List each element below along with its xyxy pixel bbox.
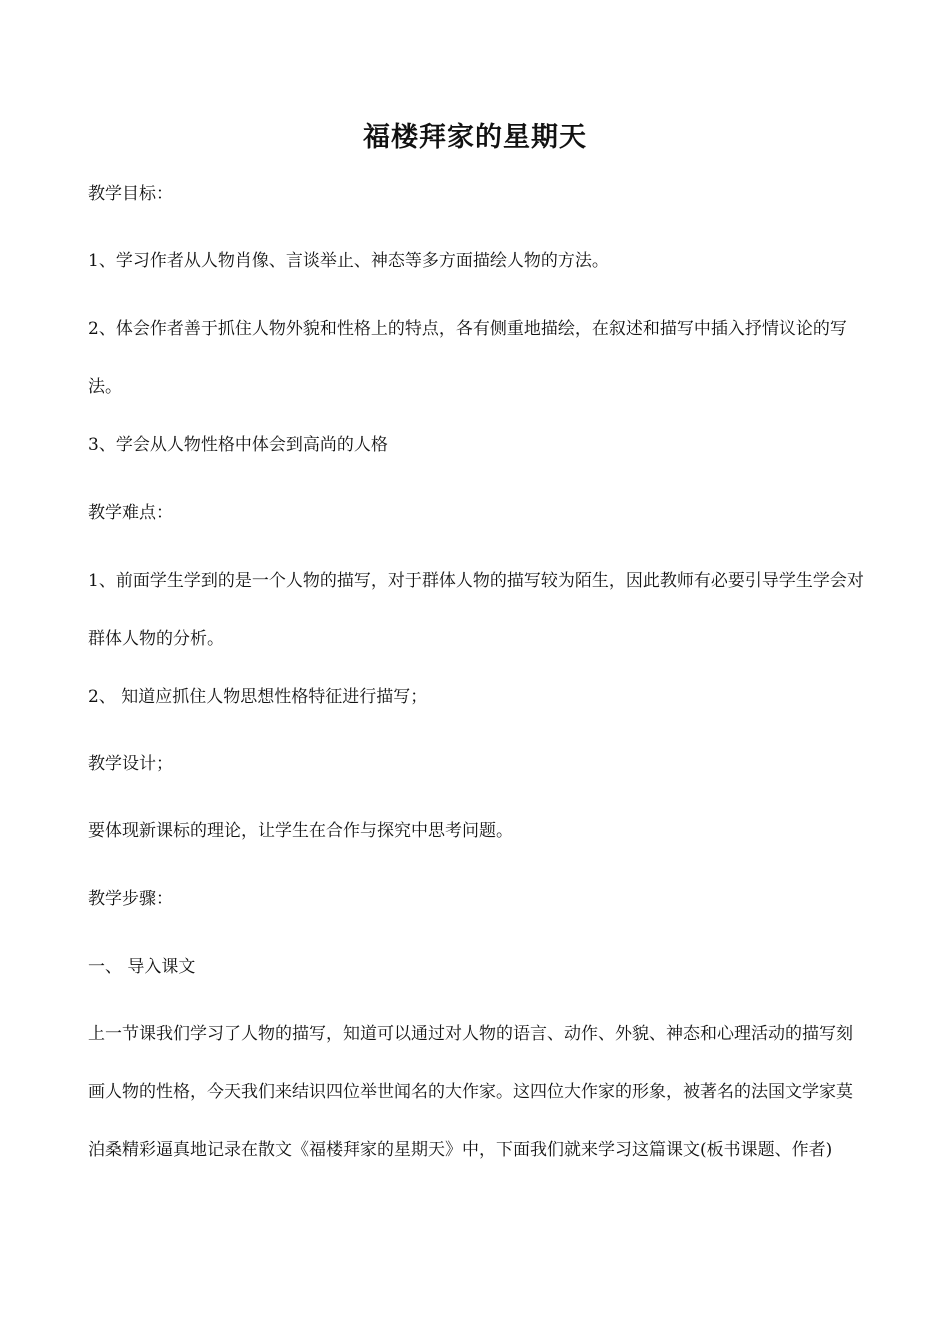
paragraph-design-text: 要体现新课标的理论，让学生在合作与探究中思考问题。	[88, 821, 513, 841]
paragraph-step-1-text: 上一节课我们学习了人物的描写，知道可以通过对人物的语言、动作、外貌、神态和心理活动的描写刻画人物的性格，今天我们来结识四位举世闻名的大作家。这四位大作家的形象，被著名的法国文学家莫泊桑精彩逼真地记录在散文《福楼拜家的星期天》中，下面我们就来学习这篇课文(板书课题、作者)	[88, 1024, 853, 1160]
paragraph-step-1-heading: 一、 导入课文	[88, 957, 196, 977]
paragraph-objective-1: 1、学习作者从人物肖像、言谈举止、神态等多方面描绘人物的方法。	[88, 251, 609, 271]
document-title: 福楼拜家的星期天	[363, 122, 587, 153]
paragraph-design-heading: 教学设计；	[88, 754, 173, 774]
paragraph-objective-2: 2、体会作者善于抓住人物外貌和性格上的特点，各有侧重地描绘，在叙述和描写中插入抒情议论的写法。	[88, 319, 847, 397]
paragraph-difficulties-heading: 教学难点：	[88, 503, 173, 523]
paragraph-difficulty-2: 2、 知道应抓住人物思想性格特征进行描写；	[88, 687, 428, 707]
paragraph-objectives-heading: 教学目标：	[88, 184, 173, 204]
paragraph-objective-3: 3、学会从人物性格中体会到高尚的人格	[88, 435, 388, 455]
paragraph-steps-heading: 教学步骤：	[88, 889, 173, 909]
paragraph-difficulty-1: 1、前面学生学到的是一个人物的描写，对于群体人物的描写较为陌生，因此教师有必要引导学生学会对群体人物的分析。	[88, 571, 864, 649]
